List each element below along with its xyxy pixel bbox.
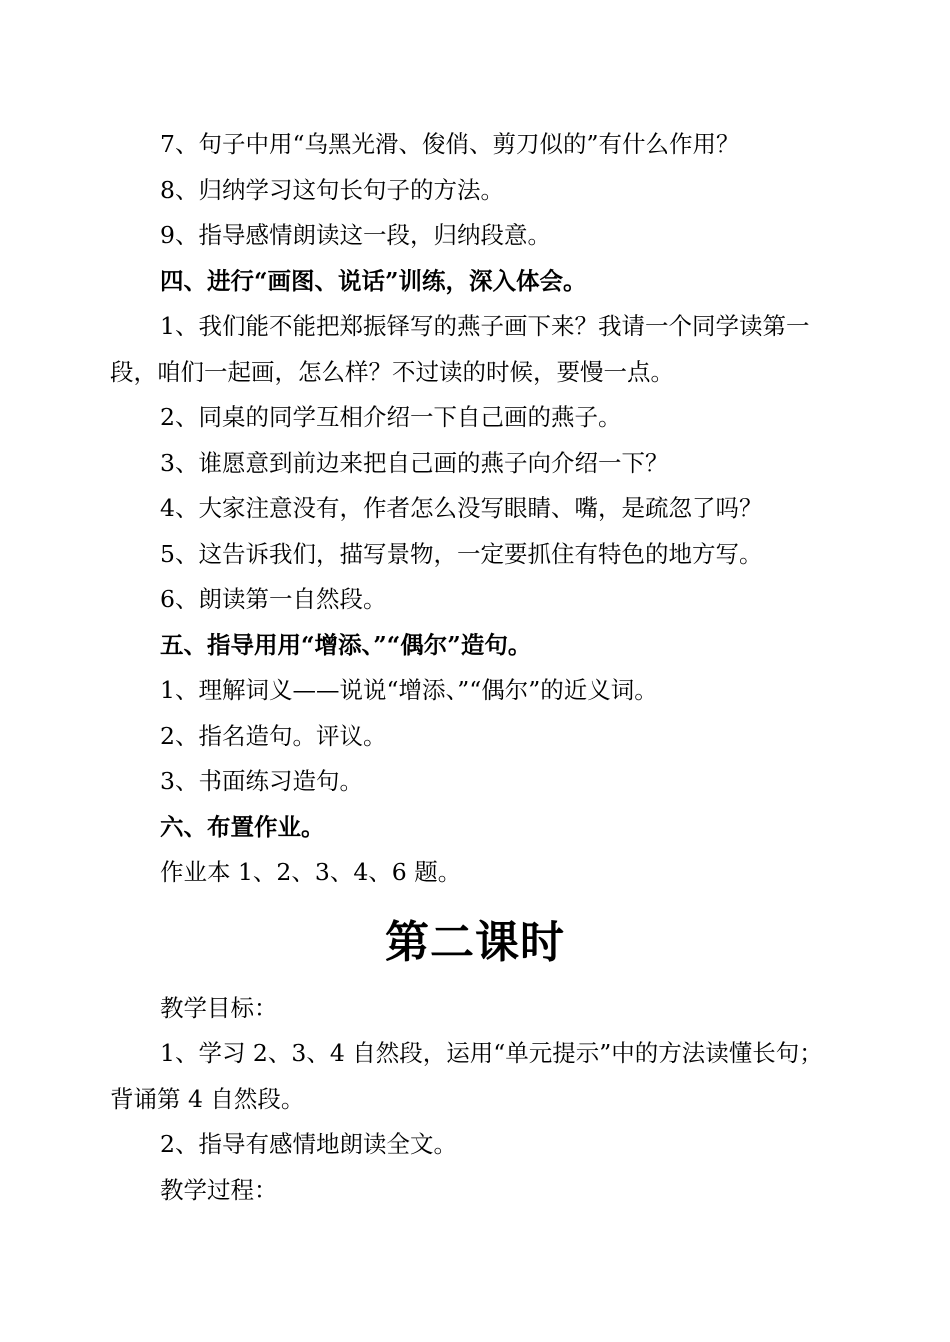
paragraph: 8、归纳学习这句长句子的方法。: [160, 175, 504, 204]
lesson-one-section: [110, 122, 840, 896]
paragraph: 2、指名造句。评议。: [160, 721, 387, 750]
paragraph: 作业本 1、2、3、4、6 题。: [160, 858, 462, 886]
section-heading: 六、布置作业。: [160, 812, 325, 841]
paragraph: 3、谁愿意到前边来把自己画的燕子向介绍一下？: [160, 448, 669, 477]
paragraph: 1、学习 2、3、4 自然段，运用“单元提示”中的方法读懂长句；背诵第 4 自然段。: [110, 1039, 823, 1113]
paragraph: 7、句子中用“乌黑光滑、俊俏、剪刀似的”有什么作用？: [160, 130, 740, 158]
lesson-two-section: [110, 986, 840, 1214]
paragraph: 4、大家注意没有，作者怎么没写眼睛、嘴，是疏忽了吗？: [160, 494, 763, 522]
paragraph: 教学目标：: [160, 993, 278, 1022]
paragraph: 1、理解词义——说说“增添、”“偶尔”的近义词。: [160, 676, 658, 704]
paragraph: 2、指导有感情地朗读全文。: [160, 1130, 457, 1158]
paragraph: 教学过程：: [160, 1175, 278, 1204]
paragraph: 3、书面练习造句。: [160, 767, 363, 795]
section-heading: 四、进行“画图、说话”训练，深入体会。: [160, 266, 587, 295]
section-heading: 五、指导用用“增添、”“偶尔”造句。: [160, 630, 532, 659]
paragraph: 9、指导感情朗读这一段，归纳段意。: [160, 221, 551, 249]
section-title: 第二课时: [385, 916, 565, 968]
paragraph: 2、同桌的同学互相介绍一下自己画的燕子。: [160, 403, 622, 431]
paragraph: 6、朗读第一自然段。: [160, 585, 387, 613]
paragraph: 1、我们能不能把郑振铎写的燕子画下来？我请一个同学读第一段，咱们一起画，怎么样？不过读的时候，要慢一点。: [110, 312, 810, 386]
paragraph: 5、这告诉我们，描写景物，一定要抓住有特色的地方写。: [160, 539, 763, 568]
document-body: [110, 122, 840, 1213]
